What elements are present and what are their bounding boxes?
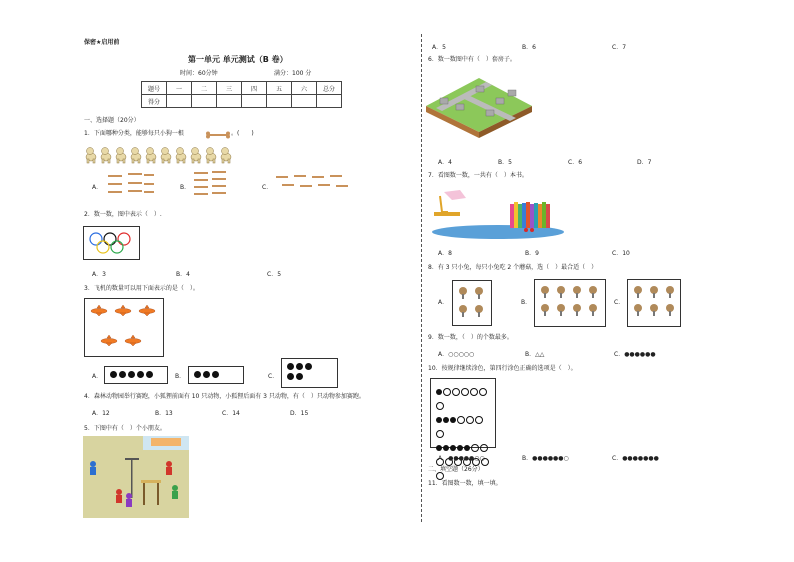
q2-option-a[interactable]: A．3 [92, 271, 106, 278]
q4-option-a[interactable]: A．12 [92, 410, 110, 417]
q2-option-c[interactable]: C．5 [267, 271, 282, 278]
q7-option-c[interactable]: C．10 [612, 250, 630, 257]
secret-label: 保密★启用前 [84, 39, 120, 46]
section-heading: 一、选择题（20分） [84, 117, 140, 124]
score-table-score-row [142, 95, 342, 108]
score-label: 满分：100 分 [274, 70, 312, 77]
mushrooms-a-picture [453, 281, 491, 325]
score-cell: 四 [242, 82, 267, 95]
section-heading: 二、填空题（26分） [428, 466, 484, 473]
q1-option-c[interactable]: C． [262, 184, 273, 191]
mushrooms-a-box [452, 280, 492, 326]
q1-option-a[interactable]: A． [92, 184, 103, 191]
rings-box [83, 226, 140, 260]
q4-option-b[interactable]: B．13 [155, 410, 173, 417]
score-cell: 一 [167, 82, 192, 95]
pattern-row [436, 385, 490, 413]
time-label: 时间：60分钟 [180, 70, 218, 77]
q9-option-b[interactable]: B．△△ [525, 351, 545, 358]
score-input-cell[interactable] [242, 95, 267, 108]
score-cell: 题号 [142, 82, 167, 95]
score-input-cell[interactable] [267, 95, 292, 108]
q3-option-c[interactable]: C． [268, 373, 279, 380]
question-10-text: 10．按规律继续涂色，第四行涂色正确的选项是（ ）。 [428, 365, 577, 372]
q6-option-a[interactable]: A．4 [438, 159, 452, 166]
q3-option-b[interactable]: B． [175, 373, 186, 380]
score-input-cell[interactable] [192, 95, 217, 108]
q8-option-a[interactable]: A． [438, 299, 449, 306]
score-cell: 得分 [142, 95, 167, 108]
q7-option-b[interactable]: B．9 [525, 250, 539, 257]
score-cell: 三 [217, 82, 242, 95]
score-input-cell[interactable] [167, 95, 192, 108]
mushrooms-c-picture [628, 280, 680, 326]
q2-option-b[interactable]: B．4 [176, 271, 190, 278]
bones-group-b-picture [190, 168, 234, 200]
q6-option-b[interactable]: B．5 [498, 159, 512, 166]
score-input-cell[interactable] [292, 95, 317, 108]
q8-option-b[interactable]: B． [521, 299, 532, 306]
planes-box [84, 298, 164, 357]
q1-option-b[interactable]: B． [180, 184, 191, 191]
olympic-rings-picture [84, 227, 139, 259]
q3-option-a[interactable]: A． [92, 373, 103, 380]
houses-picture [426, 70, 532, 138]
score-table-header-row [142, 82, 342, 95]
score-cell: 六 [292, 82, 317, 95]
score-table [141, 81, 342, 108]
q7-option-a[interactable]: A．8 [438, 250, 452, 257]
books-desk-picture [430, 184, 566, 242]
bone-icon [205, 131, 231, 139]
q10-option-a[interactable]: A．●●●●●○○ [438, 455, 485, 462]
q3-dots-c [281, 358, 338, 388]
mushrooms-b-box [534, 279, 606, 327]
q4-option-d[interactable]: D．15 [290, 410, 309, 417]
q10-option-b[interactable]: B．●●●●●●○ [522, 455, 569, 462]
pattern-row [436, 413, 490, 441]
question-4-text: 4．森林动物园举行赛跑，小狐狸前面有 10 只动物，小狐狸后面有 3 只动物，有（ ）只动物参加赛跑。 [84, 393, 365, 400]
dogs-picture [84, 146, 239, 164]
bones-group-a-picture [104, 170, 156, 198]
planes-picture [85, 299, 163, 356]
score-input-cell[interactable] [317, 95, 342, 108]
q5-option-c[interactable]: C．7 [612, 44, 627, 51]
score-input-cell[interactable] [217, 95, 242, 108]
question-7-text: 7．看图数一数，一共有（ ）本书。 [428, 172, 528, 179]
coloring-pattern-box [430, 378, 496, 448]
score-cell: 总分 [317, 82, 342, 95]
q9-option-c[interactable]: C．●●●●●● [614, 351, 656, 358]
q3-dots-a [104, 366, 168, 384]
question-9-text: 9．数一数，（ ）的个数最多。 [428, 334, 513, 341]
question-1-text: 1．下面哪种分类，能够每只小狗一根 [84, 130, 184, 137]
q9-option-a[interactable]: A．○○○○○ [438, 351, 475, 358]
q8-option-c[interactable]: C． [614, 299, 625, 306]
page-title: 第一单元 单元测试（B 卷） [188, 55, 288, 64]
question-6-text: 6．数一数图中有（ ）套房子。 [428, 56, 516, 63]
question-2-text: 2．数一数，图中表示（ ）. [84, 211, 162, 218]
score-cell: 五 [267, 82, 292, 95]
question-8-text: 8．有 3 只小兔，每只小兔吃 2 个蘑菇，选（ ）最合适（ ） [428, 264, 598, 271]
mushrooms-b-picture [535, 280, 605, 326]
q6-option-d[interactable]: D．7 [637, 159, 652, 166]
question-5-text: 5．下图中有（ ）个小朋友。 [84, 425, 166, 432]
q3-dots-b [188, 366, 244, 384]
q6-option-c[interactable]: C．6 [568, 159, 583, 166]
question-1-suffix: 。( ) [231, 130, 254, 137]
q4-option-c[interactable]: C．14 [222, 410, 240, 417]
score-cell: 二 [192, 82, 217, 95]
q10-option-c[interactable]: C．●●●●●●● [612, 455, 659, 462]
q5-option-a[interactable]: A．5 [432, 44, 446, 51]
question-3-text: 3．飞机的数量可以用下面表示的是（ ）。 [84, 285, 199, 292]
q5-option-b[interactable]: B．6 [522, 44, 536, 51]
page-divider [421, 34, 422, 522]
bones-group-c-picture [272, 172, 352, 192]
playground-picture [83, 436, 189, 518]
question-11-text: 11．看图数一数，填一填。 [428, 480, 502, 487]
mushrooms-c-box [627, 279, 681, 327]
